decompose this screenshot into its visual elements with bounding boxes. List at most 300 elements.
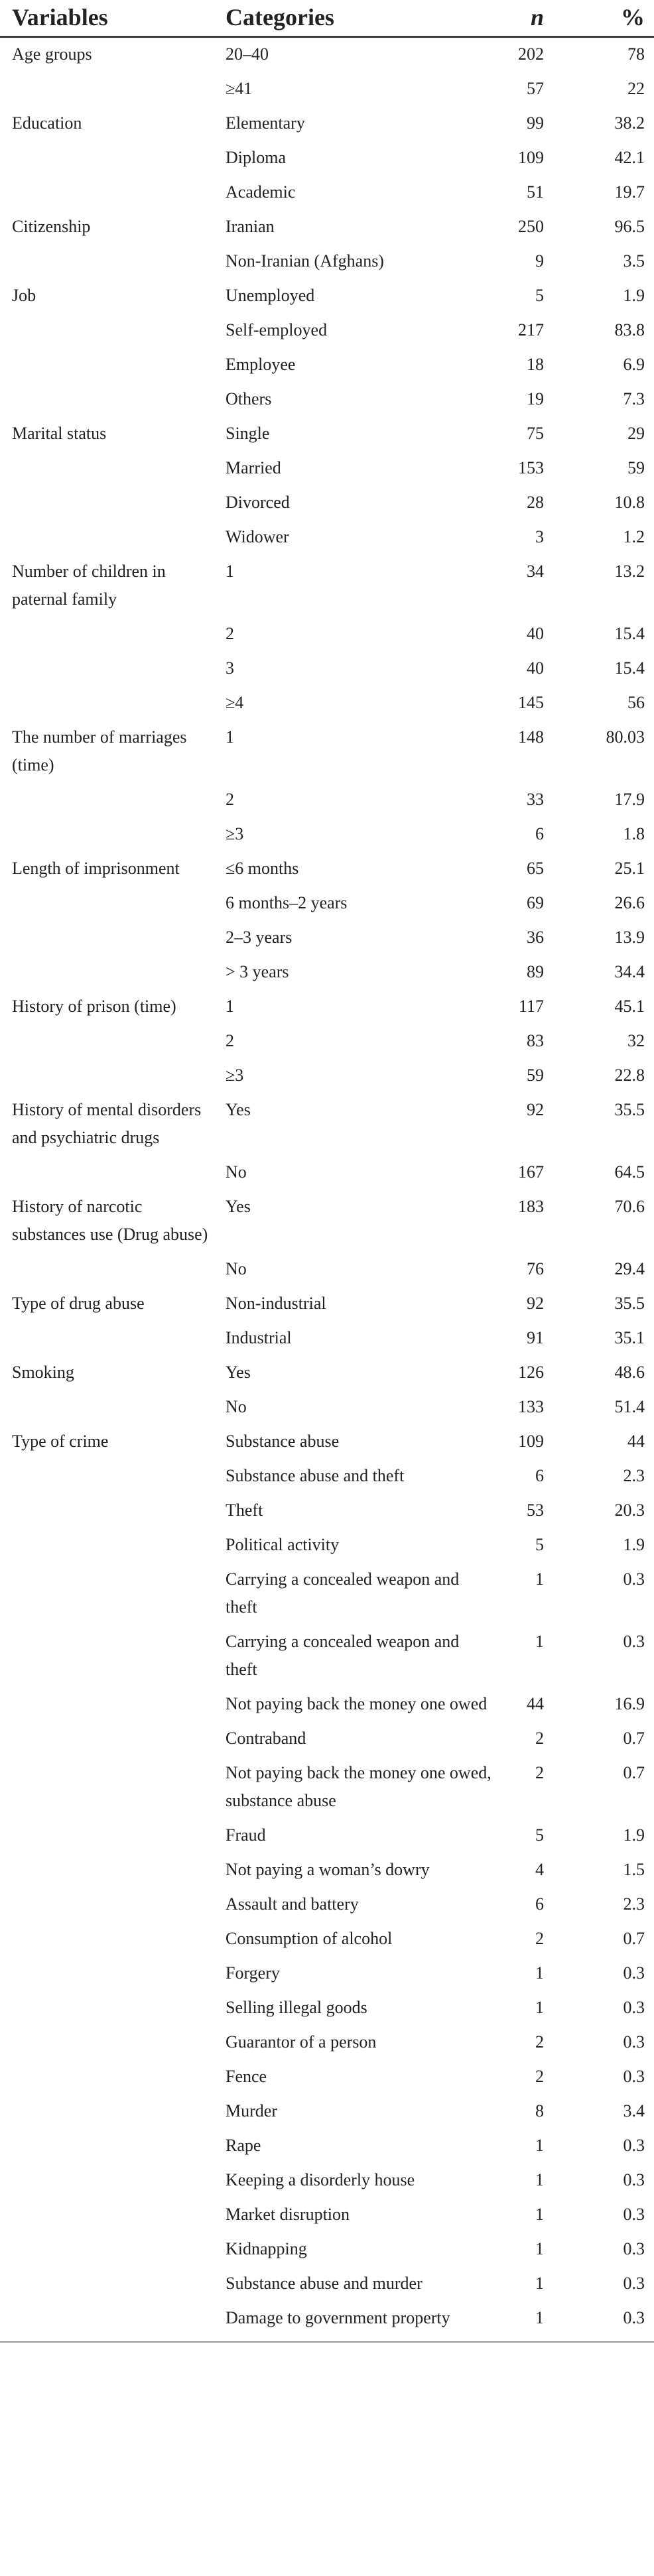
n-cell: 5 [535, 1535, 544, 1554]
table-row [0, 245, 654, 279]
table-row [0, 1957, 654, 1991]
percent-cell: 35.5 [614, 1100, 645, 1119]
table-row [0, 1625, 654, 1687]
n-cell: 4 [535, 1860, 544, 1879]
table-row [0, 210, 654, 245]
n-cell: 51 [527, 182, 544, 202]
variable-cell [0, 1991, 223, 2026]
variable-cell [0, 1563, 223, 1625]
variable-cell [0, 783, 223, 818]
percent-cell: 1.5 [623, 1860, 645, 1879]
category-cell: Substance abuse and theft [226, 1466, 405, 1485]
category-cell: Not paying back the money one owed, substance abuse [226, 1763, 491, 1810]
percent-cell: 10.8 [614, 493, 645, 512]
variable-cell [0, 617, 223, 652]
percent-cell: 0.3 [623, 1569, 645, 1589]
n-cell: 1 [535, 2136, 544, 2155]
category-cell: 2 [226, 624, 234, 643]
n-cell: 126 [518, 1363, 544, 1382]
category-cell: ≥41 [226, 79, 253, 98]
category-cell: Non-industrial [226, 1294, 326, 1313]
percent-cell: 51.4 [614, 1397, 645, 1416]
percent-cell: 19.7 [614, 182, 645, 202]
n-cell: 117 [518, 997, 544, 1016]
n-cell: 2 [535, 1763, 544, 1782]
category-cell: Carrying a concealed weapon and theft [226, 1632, 460, 1679]
n-cell: 91 [527, 1328, 544, 1347]
variable-cell [0, 1156, 223, 1190]
variable-cell [0, 2026, 223, 2060]
percent-cell: 17.9 [614, 790, 645, 809]
n-cell: 217 [518, 320, 544, 339]
percent-cell: 25.1 [614, 859, 645, 878]
n-cell: 1 [535, 2239, 544, 2258]
percent-cell: 45.1 [614, 997, 645, 1016]
percent-cell: 7.3 [623, 389, 645, 408]
variable-cell [0, 72, 223, 107]
table-row [0, 107, 654, 141]
table-row [0, 37, 654, 73]
n-cell: 250 [518, 217, 544, 236]
category-cell: Substance abuse [226, 1432, 340, 1451]
percent-cell: 0.3 [623, 1963, 645, 1983]
percent-cell: 2.3 [623, 1466, 645, 1485]
category-cell: Academic [226, 182, 296, 202]
n-cell: 1 [535, 2274, 544, 2293]
percent-cell: 0.7 [623, 1763, 645, 1782]
header-row [0, 3, 654, 37]
table-row [0, 141, 654, 176]
n-cell: 65 [527, 859, 544, 878]
percent-cell: 42.1 [614, 148, 645, 167]
n-cell: 53 [527, 1501, 544, 1520]
n-cell: 1 [535, 1569, 544, 1589]
category-cell: 1 [226, 727, 234, 747]
variable-cell [0, 314, 223, 348]
table-row [0, 1991, 654, 2026]
variable-cell [0, 2267, 223, 2301]
variable-cell: History of narcotic substances use (Drug abuse) [12, 1197, 208, 1244]
variable-cell [0, 383, 223, 417]
category-cell: Keeping a disorderly house [226, 2170, 415, 2189]
variable-cell: Number of children in paternal family [12, 562, 166, 609]
variable-cell [0, 955, 223, 990]
n-cell: 148 [518, 727, 544, 747]
table-row [0, 2301, 654, 2337]
category-cell: Forgery [226, 1963, 280, 1983]
variable-cell [0, 1888, 223, 1922]
variable-cell [0, 921, 223, 955]
table-row [0, 1287, 654, 1321]
percent-cell: 0.3 [623, 2239, 645, 2258]
category-cell: Widower [226, 527, 289, 546]
n-cell: 99 [527, 113, 544, 133]
variable-cell [0, 141, 223, 176]
percent-cell: 32 [627, 1031, 645, 1050]
n-cell: 1 [535, 2170, 544, 2189]
table-row [0, 1390, 654, 1425]
variable-cell: Citizenship [12, 217, 91, 236]
n-cell: 83 [527, 1031, 544, 1050]
table-row [0, 721, 654, 783]
n-cell: 145 [518, 693, 544, 712]
category-cell: Substance abuse and murder [226, 2274, 423, 2293]
category-cell: ≤6 months [226, 859, 299, 878]
n-cell: 6 [535, 1466, 544, 1485]
percent-cell: 22.8 [614, 1066, 645, 1085]
variable-cell: Job [12, 286, 36, 305]
n-cell: 2 [535, 2067, 544, 2086]
table-row [0, 452, 654, 486]
table-row [0, 686, 654, 721]
n-cell: 57 [527, 79, 544, 98]
table-row [0, 417, 654, 452]
table-row [0, 1819, 654, 1853]
table-header [0, 3, 654, 37]
category-cell: Industrial [226, 1328, 292, 1347]
table-row [0, 1059, 654, 1093]
n-cell: 2 [535, 2032, 544, 2052]
category-cell: Contraband [226, 1729, 306, 1748]
variable-cell [0, 1756, 223, 1819]
n-cell: 153 [518, 458, 544, 477]
n-cell: 109 [518, 1432, 544, 1451]
category-cell: Not paying back the money one owed [226, 1694, 488, 1713]
variable-cell [0, 1253, 223, 1287]
variable-cell [0, 1687, 223, 1722]
n-cell: 1 [535, 2308, 544, 2327]
table-row [0, 852, 654, 887]
table-row [0, 1253, 654, 1287]
n-cell: 9 [535, 251, 544, 271]
variable-cell: Type of crime [12, 1432, 109, 1451]
table-row [0, 617, 654, 652]
category-cell: Married [226, 458, 281, 477]
table-row [0, 1190, 654, 1253]
percent-cell: 29.4 [614, 1259, 645, 1278]
header-categories: Categories [223, 3, 501, 37]
percent-cell: 3.5 [623, 251, 645, 271]
percent-cell: 0.3 [623, 2274, 645, 2293]
percent-cell: 1.9 [623, 286, 645, 305]
n-cell: 92 [527, 1294, 544, 1313]
table-row [0, 2198, 654, 2233]
percent-cell: 64.5 [614, 1162, 645, 1182]
n-cell: 167 [518, 1162, 544, 1182]
variable-cell: History of prison (time) [12, 997, 176, 1016]
variable-cell [0, 1922, 223, 1957]
table-row [0, 1356, 654, 1390]
percent-cell: 26.6 [614, 893, 645, 912]
category-cell: Employee [226, 355, 296, 374]
variable-cell: Age groups [12, 44, 92, 64]
category-cell: Self-employed [226, 320, 328, 339]
category-cell: ≥3 [226, 1066, 244, 1085]
percent-cell: 22 [627, 79, 645, 98]
variable-cell [0, 1024, 223, 1059]
category-cell: ≥4 [226, 693, 244, 712]
percent-cell: 13.9 [614, 928, 645, 947]
n-cell: 5 [535, 1825, 544, 1845]
percent-cell: 0.3 [623, 2067, 645, 2086]
percent-cell: 34.4 [614, 962, 645, 981]
n-cell: 1 [535, 1632, 544, 1651]
variable-cell [0, 2233, 223, 2267]
variable-cell [0, 521, 223, 555]
table-row [0, 921, 654, 955]
variable-cell: Education [12, 113, 82, 133]
variable-cell: Marital status [12, 424, 107, 443]
category-cell: Single [226, 424, 270, 443]
table-row [0, 555, 654, 617]
percent-cell: 2.3 [623, 1894, 645, 1914]
n-cell: 33 [527, 790, 544, 809]
table-row [0, 1528, 654, 1563]
table-row [0, 486, 654, 521]
table-row [0, 1459, 654, 1494]
category-cell: Elementary [226, 113, 305, 133]
table-row [0, 1563, 654, 1625]
table-row [0, 2060, 654, 2095]
percent-cell: 0.7 [623, 1729, 645, 1748]
variable-cell [0, 1459, 223, 1494]
demographics-table [0, 3, 654, 2337]
percent-cell: 6.9 [623, 355, 645, 374]
percent-cell: 0.3 [623, 1632, 645, 1651]
table-row [0, 2129, 654, 2164]
n-cell: 75 [527, 424, 544, 443]
n-cell: 2 [535, 1929, 544, 1948]
table-row [0, 72, 654, 107]
table-row [0, 2267, 654, 2301]
variable-cell [0, 1957, 223, 1991]
n-cell: 1 [535, 2205, 544, 2224]
n-cell: 44 [527, 1694, 544, 1713]
category-cell: Divorced [226, 493, 290, 512]
table-row [0, 383, 654, 417]
variable-cell [0, 348, 223, 383]
n-cell: 5 [535, 286, 544, 305]
n-cell: 109 [518, 148, 544, 167]
category-cell: Yes [226, 1100, 251, 1119]
n-cell: 28 [527, 493, 544, 512]
variable-cell [0, 652, 223, 686]
variable-cell [0, 1494, 223, 1528]
variable-cell: Length of imprisonment [12, 859, 180, 878]
table-row [0, 1093, 654, 1156]
header-n: n [501, 3, 544, 37]
category-cell: No [226, 1162, 247, 1182]
n-cell: 133 [518, 1397, 544, 1416]
table-row [0, 955, 654, 990]
n-cell: 8 [535, 2101, 544, 2120]
category-cell: ≥3 [226, 824, 244, 843]
percent-cell: 56 [627, 693, 645, 712]
n-cell: 59 [527, 1066, 544, 1085]
percent-cell: 1.9 [623, 1825, 645, 1845]
variable-cell: The number of marriages (time) [12, 727, 187, 774]
table-row [0, 887, 654, 921]
table-row [0, 1425, 654, 1459]
percent-cell: 15.4 [614, 658, 645, 678]
category-cell: Yes [226, 1197, 251, 1216]
header-percent: % [544, 3, 654, 37]
variable-cell [0, 1853, 223, 1888]
table-row [0, 1494, 654, 1528]
table-row [0, 348, 654, 383]
n-cell: 40 [527, 658, 544, 678]
percent-cell: 0.3 [623, 2205, 645, 2224]
variable-cell [0, 1722, 223, 1756]
n-cell: 3 [535, 527, 544, 546]
variable-cell [0, 2129, 223, 2164]
percent-cell: 1.9 [623, 1535, 645, 1554]
percent-cell: 35.1 [614, 1328, 645, 1347]
percent-cell: 78 [627, 44, 645, 64]
category-cell: Diploma [226, 148, 286, 167]
category-cell: 2 [226, 790, 234, 809]
category-cell: Rape [226, 2136, 261, 2155]
table-row [0, 176, 654, 210]
n-cell: 69 [527, 893, 544, 912]
category-cell: Yes [226, 1363, 251, 1382]
n-cell: 1 [535, 1963, 544, 1983]
variable-cell [0, 2095, 223, 2129]
category-cell: 2 [226, 1031, 234, 1050]
category-cell: 20–40 [226, 44, 269, 64]
percent-cell: 0.3 [623, 1998, 645, 2017]
table-row [0, 1722, 654, 1756]
variable-cell [0, 686, 223, 721]
category-cell: Assault and battery [226, 1894, 359, 1914]
table-row [0, 1853, 654, 1888]
n-cell: 36 [527, 928, 544, 947]
header-variables: Variables [0, 3, 223, 37]
category-cell: Damage to government property [226, 2308, 450, 2327]
variable-cell [0, 1819, 223, 1853]
category-cell: Fence [226, 2067, 267, 2086]
n-cell: 18 [527, 355, 544, 374]
percent-cell: 48.6 [614, 1363, 645, 1382]
n-cell: 202 [518, 44, 544, 64]
category-cell: 6 months–2 years [226, 893, 348, 912]
table-body [0, 37, 654, 2338]
category-cell: > 3 years [226, 962, 289, 981]
category-cell: No [226, 1259, 247, 1278]
table-row [0, 1156, 654, 1190]
percent-cell: 0.3 [623, 2136, 645, 2155]
variable-cell [0, 2301, 223, 2337]
variable-cell [0, 2164, 223, 2198]
table-row [0, 990, 654, 1024]
category-cell: Selling illegal goods [226, 1998, 367, 2017]
category-cell: Consumption of alcohol [226, 1929, 393, 1948]
percent-cell: 44 [627, 1432, 645, 1451]
table-row [0, 1321, 654, 1356]
percent-cell: 96.5 [614, 217, 645, 236]
percent-cell: 20.3 [614, 1501, 645, 1520]
n-cell: 89 [527, 962, 544, 981]
percent-cell: 15.4 [614, 624, 645, 643]
category-cell: Murder [226, 2101, 277, 2120]
table-row [0, 652, 654, 686]
category-cell: Fraud [226, 1825, 266, 1845]
percent-cell: 1.8 [623, 824, 645, 843]
variable-cell [0, 2198, 223, 2233]
variable-cell [0, 1321, 223, 1356]
category-cell: Non-Iranian (Afghans) [226, 251, 384, 271]
variable-cell [0, 452, 223, 486]
category-cell: Political activity [226, 1535, 340, 1554]
n-cell: 1 [535, 1998, 544, 2017]
table-row [0, 2164, 654, 2198]
category-cell: Kidnapping [226, 2239, 307, 2258]
category-cell: Market disruption [226, 2205, 350, 2224]
variable-cell [0, 245, 223, 279]
table-row [0, 2233, 654, 2267]
n-cell: 76 [527, 1259, 544, 1278]
variable-cell [0, 486, 223, 521]
percent-cell: 59 [627, 458, 645, 477]
percent-cell: 16.9 [614, 1694, 645, 1713]
percent-cell: 70.6 [614, 1197, 645, 1216]
variable-cell [0, 1625, 223, 1687]
category-cell: Unemployed [226, 286, 315, 305]
table-row [0, 1756, 654, 1819]
variable-cell [0, 887, 223, 921]
n-cell: 34 [527, 562, 544, 581]
category-cell: 2–3 years [226, 928, 293, 947]
percent-cell: 38.2 [614, 113, 645, 133]
variable-cell: Type of drug abuse [12, 1294, 145, 1313]
variable-cell: Smoking [12, 1363, 74, 1382]
variable-cell [0, 818, 223, 852]
n-cell: 183 [518, 1197, 544, 1216]
table-row [0, 1888, 654, 1922]
percent-cell: 29 [627, 424, 645, 443]
category-cell: Not paying a woman’s dowry [226, 1860, 430, 1879]
category-cell: Others [226, 389, 272, 408]
table-row [0, 521, 654, 555]
n-cell: 19 [527, 389, 544, 408]
n-cell: 6 [535, 824, 544, 843]
percent-cell: 0.3 [623, 2032, 645, 2052]
table-bottom-rule [0, 2341, 654, 2343]
table-row [0, 1922, 654, 1957]
n-cell: 6 [535, 1894, 544, 1914]
percent-cell: 0.7 [623, 1929, 645, 1948]
category-cell: 1 [226, 562, 234, 581]
category-cell: Guarantor of a person [226, 2032, 377, 2052]
table-row [0, 818, 654, 852]
category-cell: No [226, 1397, 247, 1416]
category-cell: Theft [226, 1501, 263, 1520]
variable-cell [0, 2060, 223, 2095]
percent-cell: 1.2 [623, 527, 645, 546]
table-row [0, 783, 654, 818]
table-row [0, 2026, 654, 2060]
category-cell: 3 [226, 658, 234, 678]
variable-cell [0, 176, 223, 210]
percent-cell: 83.8 [614, 320, 645, 339]
table-row [0, 279, 654, 314]
table-row [0, 1687, 654, 1722]
variable-cell: History of mental disorders and psychiatric drugs [12, 1100, 202, 1147]
n-cell: 2 [535, 1729, 544, 1748]
percent-cell: 0.3 [623, 2308, 645, 2327]
table-row [0, 314, 654, 348]
variable-cell [0, 1528, 223, 1563]
